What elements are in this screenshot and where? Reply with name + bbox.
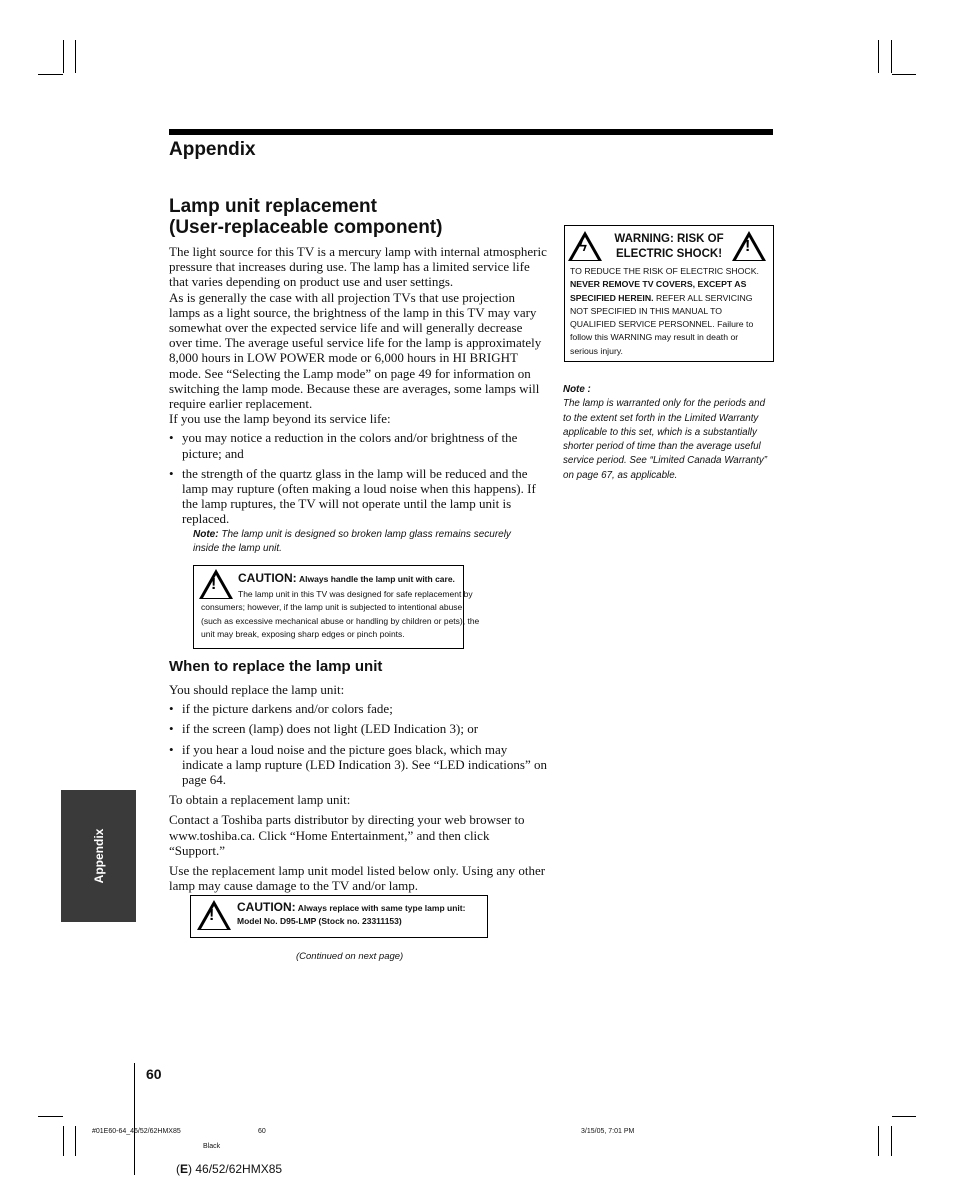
- paragraph: If you use the lamp beyond its service life:: [169, 411, 391, 427]
- footer-color: Black: [203, 1143, 221, 1150]
- section-title: Appendix: [169, 139, 256, 160]
- bullet-list: [169, 701, 547, 787]
- footer-file: #01E60-64_46/52/62HMX85: [92, 1128, 181, 1135]
- paragraph: You should replace the lamp unit:: [169, 682, 345, 697]
- caution-label: CAUTION:: [237, 900, 296, 914]
- footer-model: [176, 1162, 282, 1176]
- note-label: Note :: [563, 384, 591, 395]
- note-text: The lamp unit is designed so broken lamp glass remains securely inside the lamp unit.: [193, 529, 511, 554]
- caution-box-2: ! CAUTION: Always replace with same type lamp unit: Model No. D95-LMP (Stock no. 23311153): [190, 895, 488, 938]
- crop-mark: [891, 40, 892, 73]
- bullet-list: [169, 430, 547, 526]
- list-item: • if the screen (lamp) does not light (LED Indication 3); or: [169, 721, 547, 736]
- header-rule: [169, 129, 773, 135]
- paragraph: Contact a Toshiba parts distributor by directing your web browser to www.toshiba.ca. Click “Home Entertainment,” and then click “Support.”: [169, 812, 525, 858]
- crop-mark: [63, 40, 64, 73]
- note-text: The lamp is warranted only for the periods and to the extent set forth in the Limited Warranty applicable to this set, which is a substantially shorter period of time than the average useful service period. See “Limited Canada Warranty” on page 67, as applicable.: [563, 398, 768, 481]
- crop-mark: [63, 1126, 64, 1156]
- subheading: When to replace the lamp unit: [169, 658, 383, 675]
- note-2: [563, 383, 773, 483]
- warning-title-line1: WARNING: RISK OF: [614, 233, 724, 245]
- paragraph: As is generally the case with all projection TVs that use projection lamps as a light source, the brightness of the lamp in this TV may vary somewhat over the expected service life and will generally decrease over time. The average useful service life for the lamp is approximately 8,000 hours in LOW POWER mode or 6,000 hours in HI BRIGHT mode. See “Selecting the Lamp mode” on page 49 for information on switching the lamp mode. Because these are averages, some lamps will require earlier replacement.: [169, 289, 542, 412]
- paragraph: To obtain a replacement lamp unit:: [169, 792, 351, 808]
- footer-model-code: E: [180, 1162, 189, 1176]
- crop-mark: [891, 1126, 892, 1156]
- note: [193, 528, 533, 556]
- page-title-line2: (User-replaceable component): [169, 217, 443, 238]
- list-item: • if you hear a loud noise and the picture goes black, which may indicate a lamp rupture (LED Indication 3). See “LED indications” on page 64.: [169, 742, 547, 788]
- paragraph: Use the replacement lamp unit model listed below only. Using any other lamp may cause damage to the TV and/or lamp.: [169, 863, 546, 894]
- continued-note: (Continued on next page): [296, 951, 404, 962]
- side-tab-label: Appendix: [91, 828, 106, 884]
- note-label: Note:: [193, 529, 219, 540]
- footer-model-suffix: ) 46/52/62HMX85: [188, 1162, 283, 1176]
- warning-title: [607, 232, 731, 262]
- page-title-line1: Lamp unit replacement: [169, 196, 377, 217]
- warning-title-line2: ELECTRIC SHOCK!: [615, 248, 723, 260]
- crop-mark: [878, 40, 879, 73]
- warning-text-1: TO REDUCE THE RISK OF ELECTRIC SHOCK.: [570, 266, 759, 276]
- page-title: [169, 196, 442, 238]
- caution-text: Always replace with same type lamp unit: Model No. D95-LMP (Stock no. 23311153): [237, 903, 466, 926]
- caution-label: CAUTION:: [238, 571, 297, 585]
- footer-date: 3/15/05, 7:01 PM: [581, 1128, 635, 1135]
- page-number-rule: [134, 1063, 135, 1175]
- caution-text: The lamp unit in this TV was designed for safe replacement by consumers; however, if the lamp unit is subjected to intentional abuse (such as excessive mechanical abuse or handling by children or pets), the unit may break, exposing sharp edges or pinch points.: [201, 589, 480, 639]
- body-column-2: [169, 682, 547, 893]
- list-item: • if the picture darkens and/or colors fade;: [169, 701, 547, 716]
- crop-mark: [75, 1126, 76, 1156]
- side-tab: [61, 790, 136, 922]
- body-column: [169, 244, 547, 532]
- crop-mark: [892, 74, 916, 75]
- footer-page: 60: [258, 1128, 266, 1135]
- list-item: • the strength of the quartz glass in the lamp will be reduced and the lamp may rupture (often making a loud noise when this happens). If the lamp ruptures, the TV will not operate until the lamp unit is replaced.: [169, 466, 547, 527]
- crop-mark: [75, 40, 76, 73]
- crop-mark: [38, 1116, 63, 1117]
- list-item: • you may notice a reduction in the colors and/or brightness of the picture; and: [169, 430, 547, 460]
- crop-mark: [38, 74, 63, 75]
- page-number: 60: [146, 1066, 162, 1082]
- warning-text-2: REFER ALL SERVICING NOT SPECIFIED IN THIS MANUAL TO QUALIFIED SERVICE PERSONNEL. Failure to follow this WARNING may result in death or serious injury.: [570, 292, 754, 356]
- caution-box: ! CAUTION: Always handle the lamp unit with care. The lamp unit in this TV was designed for safe replacement by consumers; however, if the lamp unit is subjected to intentional abuse (such as excessive mechanical abuse or handling by children or pets), the unit may break, exposing sharp edges or pinch points.: [193, 565, 464, 649]
- crop-mark: [892, 1116, 916, 1117]
- paragraph: The light source for this TV is a mercury lamp with internal atmospheric pressure that increases during use. The lamp has a limited service life that varies depending on product use and user settings.: [169, 244, 547, 290]
- warning-box: ϟ ! WARNING: RISK OF ELECTRIC SHOCK! TO REDUCE THE RISK OF ELECTRIC SHOCK. NEVER REMOVE TV COVERS, EXCEPT AS SPECIFIED HEREIN. REFER ALL SERVICING NOT SPECIFIED IN THIS MANUAL TO QUALIFIED SERVICE PERSONNEL. Failure to follow this WARNING may result in death or serious injury.: [564, 225, 774, 362]
- warning-text: [570, 265, 768, 358]
- footer-model-prefix: (: [176, 1162, 180, 1176]
- crop-mark: [878, 1126, 879, 1156]
- warning-bold-text: NEVER REMOVE TV COVERS, EXCEPT AS SPECIFIED HEREIN.: [570, 279, 747, 303]
- caution-bold-text: Always handle the lamp unit with care.: [299, 574, 455, 584]
